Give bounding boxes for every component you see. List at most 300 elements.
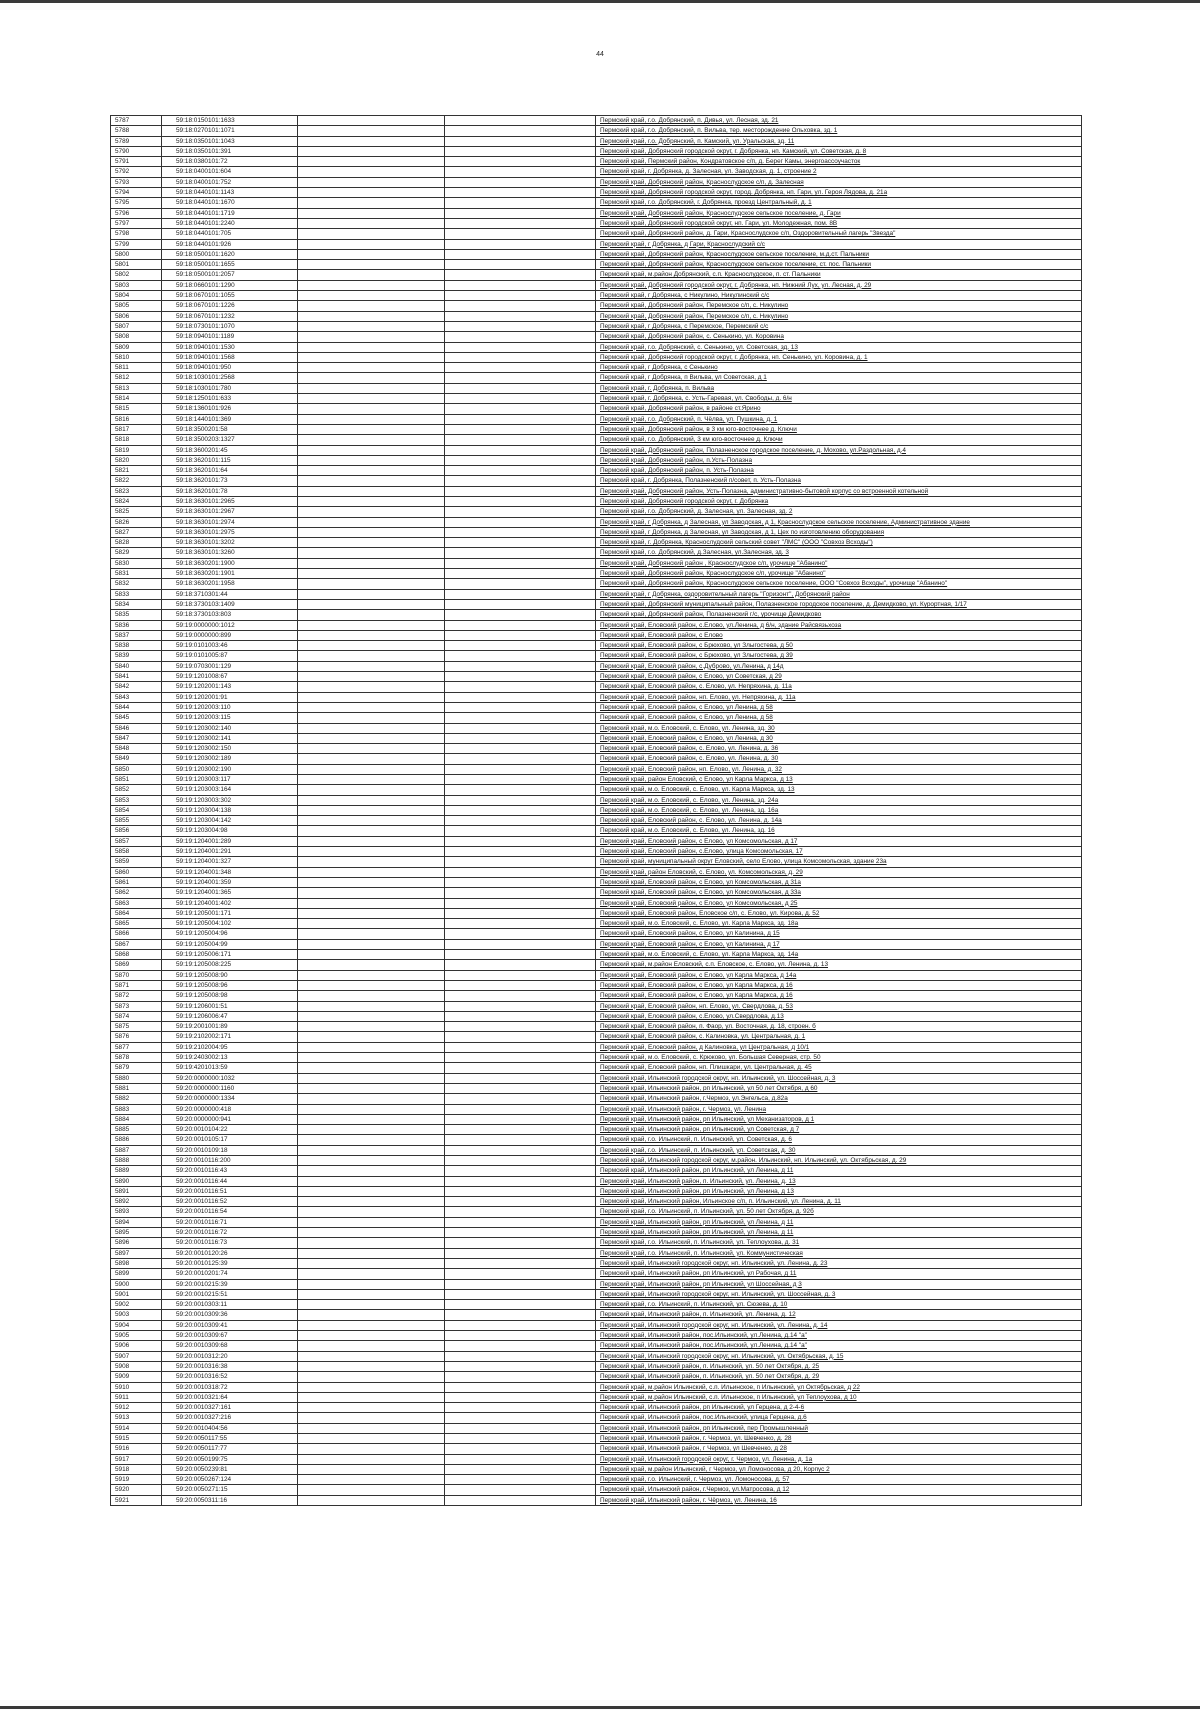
address-cell: Пермский край, Добрянский городской округ, город. Добрянка, нп. Гари, ул. Героя Лядова, д. 21а — [596, 188, 1082, 198]
table-row — [111, 1228, 1082, 1238]
table-row — [111, 363, 1082, 373]
address-cell: Пермский край, Ильинский район, пос.Ильинский, ул.Ленина, д.14 "а" — [596, 1331, 1082, 1341]
row-number-cell: 5921 — [111, 1495, 162, 1505]
empty-cell — [298, 1217, 445, 1227]
empty-cell — [298, 301, 445, 311]
cadastral-number-cell: 59:18:3630101:3260 — [162, 548, 298, 558]
cadastral-number-cell: 59:19:0000000:899 — [162, 630, 298, 640]
empty-cell — [445, 682, 596, 692]
row-number-cell: 5890 — [111, 1176, 162, 1186]
row-number-cell: 5883 — [111, 1104, 162, 1114]
table-row — [111, 1454, 1082, 1464]
empty-cell — [445, 538, 596, 548]
address-cell: Пермский край, Еловский район, Еловское с/п, с. Елово, ул. Кирова, д. 52 — [596, 908, 1082, 918]
empty-cell — [445, 394, 596, 404]
empty-cell — [298, 702, 445, 712]
row-number-cell: 5901 — [111, 1289, 162, 1299]
cadastral-number-cell: 59:19:4201013:59 — [162, 1063, 298, 1073]
address-cell: Пермский край, Еловский район, с. Елово, ул. Ленина, д. 30 — [596, 754, 1082, 764]
cadastral-number-cell: 59:19:1203002:140 — [162, 723, 298, 733]
empty-cell — [298, 291, 445, 301]
empty-cell — [298, 404, 445, 414]
empty-cell — [298, 610, 445, 620]
cadastral-number-cell: 59:19:1203004:142 — [162, 816, 298, 826]
page-number: 44 — [596, 51, 604, 58]
address-cell: Пермский край, Еловский район, с Елово, ул Карла Маркса, д 16 — [596, 980, 1082, 990]
table-row — [111, 1320, 1082, 1330]
empty-cell — [445, 1145, 596, 1155]
table-row — [111, 1238, 1082, 1248]
address-cell: Пермский край, г.о. Ильинский, г. Чермоз, ул. Ломоносова, д. 57 — [596, 1475, 1082, 1485]
empty-cell — [445, 1207, 596, 1217]
empty-cell — [298, 229, 445, 239]
address-cell: Пермский край, Ильинский городской округ, нп. Ильинский, ул. Октябрьская, д. 15 — [596, 1351, 1082, 1361]
row-number-cell: 5825 — [111, 507, 162, 517]
empty-cell — [445, 847, 596, 857]
address-cell: Пермский край, г Добрянка, д Гари, Краснослудский с/с — [596, 239, 1082, 249]
table-row — [111, 311, 1082, 321]
empty-cell — [445, 167, 596, 177]
row-number-cell: 5798 — [111, 229, 162, 239]
table-row — [111, 939, 1082, 949]
address-cell: Пермский край, Ильинский район, рп Ильинский, ул Рабочая, д 11 — [596, 1269, 1082, 1279]
table-row — [111, 1351, 1082, 1361]
address-cell: Пермский край, г Добрянка, с Никулино, Никулинский с/с — [596, 291, 1082, 301]
row-number-cell: 5904 — [111, 1320, 162, 1330]
row-number-cell: 5797 — [111, 218, 162, 228]
address-cell: Пермский край, Добрянский район, Краснослудское сельское поселение, д. Гари — [596, 208, 1082, 218]
empty-cell — [298, 1053, 445, 1063]
empty-cell — [445, 579, 596, 589]
address-cell: Пермский край, Еловский район, с Брюхово, ул Злыгостева, д 50 — [596, 641, 1082, 651]
row-number-cell: 5801 — [111, 260, 162, 270]
table-row — [111, 847, 1082, 857]
cadastral-number-cell: 59:18:1030101:2568 — [162, 373, 298, 383]
empty-cell — [298, 198, 445, 208]
table-row — [111, 1135, 1082, 1145]
empty-cell — [298, 939, 445, 949]
empty-cell — [445, 177, 596, 187]
address-cell: Пермский край, Ильинский городской округ, нп. Ильинский, ул. Ленина, д. 23 — [596, 1258, 1082, 1268]
table-row — [111, 723, 1082, 733]
table-row — [111, 352, 1082, 362]
empty-cell — [445, 569, 596, 579]
cadastral-number-cell: 59:18:3630201:1900 — [162, 558, 298, 568]
empty-cell — [298, 764, 445, 774]
address-cell: Пермский край, Ильинский район, п. Ильинский, ул. Ленина, д. 12 — [596, 1310, 1082, 1320]
table-row — [111, 373, 1082, 383]
cadastral-number-cell: 59:20:0010120:26 — [162, 1248, 298, 1258]
row-number-cell: 5842 — [111, 682, 162, 692]
row-number-cell: 5882 — [111, 1094, 162, 1104]
empty-cell — [445, 1434, 596, 1444]
table-row — [111, 1248, 1082, 1258]
cadastral-number-cell: 59:18:0500101:1655 — [162, 260, 298, 270]
row-number-cell: 5822 — [111, 476, 162, 486]
table-row — [111, 867, 1082, 877]
cadastral-number-cell: 59:20:0000000:941 — [162, 1114, 298, 1124]
table-row — [111, 775, 1082, 785]
cadastral-number-cell: 59:18:0400101:604 — [162, 167, 298, 177]
address-cell: Пермский край, г.о. Ильинский, п. Ильинский, ул. Советская, д. 30 — [596, 1145, 1082, 1155]
empty-cell — [445, 960, 596, 970]
address-cell: Пермский край, Ильинский район, пос.Ильинский, ул.Ленина, д.14 "а" — [596, 1341, 1082, 1351]
cadastral-number-cell: 59:18:0380101:72 — [162, 157, 298, 167]
table-row — [111, 517, 1082, 527]
cadastral-number-cell: 59:18:3630101:2967 — [162, 507, 298, 517]
empty-cell — [298, 476, 445, 486]
address-cell: Пермский край, Добрянский городской округ, г. Добрянка, нп. Нижний Лух, ул. Лесная, д. 29 — [596, 280, 1082, 290]
empty-cell — [445, 775, 596, 785]
empty-cell — [445, 610, 596, 620]
cadastral-number-cell: 59:20:0010327:161 — [162, 1403, 298, 1413]
empty-cell — [445, 1228, 596, 1238]
table-row — [111, 1361, 1082, 1371]
address-cell: Пермский край, Еловский район, с. Елово, ул. Ленина, д. 36 — [596, 744, 1082, 754]
empty-cell — [445, 270, 596, 280]
row-number-cell: 5856 — [111, 826, 162, 836]
cadastral-number-cell: 59:19:1205001:171 — [162, 908, 298, 918]
empty-cell — [298, 455, 445, 465]
cadastral-number-cell: 59:18:3630201:1901 — [162, 569, 298, 579]
table-row — [111, 1104, 1082, 1114]
table-row — [111, 383, 1082, 393]
row-number-cell: 5869 — [111, 960, 162, 970]
cadastral-number-cell: 59:19:1203003:117 — [162, 775, 298, 785]
empty-cell — [298, 682, 445, 692]
table-row — [111, 1022, 1082, 1032]
cadastral-number-cell: 59:20:0010321:64 — [162, 1392, 298, 1402]
cadastral-number-cell: 59:20:0010116:44 — [162, 1176, 298, 1186]
cadastral-number-cell: 59:19:1203002:189 — [162, 754, 298, 764]
empty-cell — [445, 908, 596, 918]
empty-cell — [445, 1403, 596, 1413]
address-cell: Пермский край, Добрянский район, п.Усть-Полазна — [596, 455, 1082, 465]
cadastral-number-cell: 59:20:0050239:81 — [162, 1464, 298, 1474]
empty-cell — [445, 1341, 596, 1351]
empty-cell — [445, 661, 596, 671]
table-row — [111, 589, 1082, 599]
empty-cell — [298, 826, 445, 836]
table-row — [111, 1207, 1082, 1217]
empty-cell — [298, 1073, 445, 1083]
cadastral-number-cell: 59:18:1030101:780 — [162, 383, 298, 393]
cadastral-number-cell: 59:18:0440101:926 — [162, 239, 298, 249]
row-number-cell: 5821 — [111, 466, 162, 476]
empty-cell — [445, 1454, 596, 1464]
cadastral-number-cell: 59:20:0010201:74 — [162, 1269, 298, 1279]
empty-cell — [445, 805, 596, 815]
table-row — [111, 764, 1082, 774]
cadastral-number-cell: 59:20:0050117:77 — [162, 1444, 298, 1454]
cadastral-number-cell: 59:20:0010309:41 — [162, 1320, 298, 1330]
cadastral-number-cell: 59:18:0940101:1189 — [162, 332, 298, 342]
cadastral-number-cell: 59:20:0050199:75 — [162, 1454, 298, 1464]
empty-cell — [445, 548, 596, 558]
cadastral-number-cell: 59:19:0101003:46 — [162, 641, 298, 651]
address-cell: Пермский край, Еловский район, нп. Плишкари, ул. Центральная, д. 45 — [596, 1063, 1082, 1073]
empty-cell — [298, 1289, 445, 1299]
empty-cell — [445, 507, 596, 517]
cadastral-number-cell: 59:19:1205008:96 — [162, 980, 298, 990]
empty-cell — [298, 1125, 445, 1135]
row-number-cell: 5806 — [111, 311, 162, 321]
address-cell: Пермский край, Добрянский городской округ, г. Добрянка, нп. Камский, ул. Советская, д. 8 — [596, 146, 1082, 156]
cadastral-number-cell: 59:19:1204001:402 — [162, 898, 298, 908]
table-row — [111, 672, 1082, 682]
table-row — [111, 1495, 1082, 1505]
row-number-cell: 5855 — [111, 816, 162, 826]
empty-cell — [298, 363, 445, 373]
address-cell: Пермский край, г.о. Добрянский, г. Добрянка, проезд Центральный, д. 1 — [596, 198, 1082, 208]
address-cell: Пермский край, г.о. Ильинский, п. Ильинский, ул. 50 лет Октября, д. 92б — [596, 1207, 1082, 1217]
cadastral-number-cell: 59:20:0010404:56 — [162, 1423, 298, 1433]
row-number-cell: 5897 — [111, 1248, 162, 1258]
empty-cell — [298, 1351, 445, 1361]
empty-cell — [298, 692, 445, 702]
table-row — [111, 260, 1082, 270]
empty-cell — [445, 785, 596, 795]
cadastral-number-cell: 59:19:1203002:190 — [162, 764, 298, 774]
address-cell: Пермский край, Еловский район, д Калиновка, ул Центральная, д 10/1 — [596, 1042, 1082, 1052]
empty-cell — [445, 1073, 596, 1083]
table-row — [111, 188, 1082, 198]
cadastral-number-cell: 59:18:3620101:115 — [162, 455, 298, 465]
cadastral-number-cell: 59:19:1205004:102 — [162, 919, 298, 929]
address-cell: Пермский край, г Добрянка, с Перемское, Перемский с/с — [596, 321, 1082, 331]
empty-cell — [298, 1372, 445, 1382]
empty-cell — [445, 249, 596, 259]
row-number-cell: 5905 — [111, 1331, 162, 1341]
table-row — [111, 1423, 1082, 1433]
cadastral-number-cell: 59:18:0670101:1055 — [162, 291, 298, 301]
cadastral-number-cell: 59:18:0440101:705 — [162, 229, 298, 239]
empty-cell — [298, 342, 445, 352]
table-row — [111, 816, 1082, 826]
empty-cell — [445, 435, 596, 445]
address-cell: Пермский край, Ильинский район, г.Чермоз, ул.Энгельса, д.82а — [596, 1094, 1082, 1104]
cadastral-number-cell: 59:19:1206006:47 — [162, 1011, 298, 1021]
address-cell: Пермский край, г. Добрянка, Краснослудский сельский совет "ЛМС" (ООО "Совхоз Всходы") — [596, 538, 1082, 548]
address-cell: Пермский край, Ильинский район, рп Ильинский, ул Ленина, д 11 — [596, 1166, 1082, 1176]
address-cell: Пермский край, г.о. Добрянский, п. Вильва, тер. месторождение Ольховка, зд. 1 — [596, 126, 1082, 136]
row-number-cell: 5912 — [111, 1403, 162, 1413]
row-number-cell: 5887 — [111, 1145, 162, 1155]
empty-cell — [298, 1331, 445, 1341]
row-number-cell: 5795 — [111, 198, 162, 208]
empty-cell — [298, 641, 445, 651]
cadastral-number-cell: 59:20:0000000:1032 — [162, 1073, 298, 1083]
empty-cell — [445, 486, 596, 496]
empty-cell — [445, 733, 596, 743]
row-number-cell: 5860 — [111, 867, 162, 877]
empty-cell — [445, 929, 596, 939]
register-table — [110, 115, 1082, 1506]
cadastral-number-cell: 59:19:1203002:150 — [162, 744, 298, 754]
empty-cell — [445, 898, 596, 908]
row-number-cell: 5885 — [111, 1125, 162, 1135]
row-number-cell: 5813 — [111, 383, 162, 393]
empty-cell — [445, 991, 596, 1001]
address-cell: Пермский край, г.о. Ильинский, п. Ильинский, ул. Сюзева, д. 10 — [596, 1300, 1082, 1310]
row-number-cell: 5833 — [111, 589, 162, 599]
cadastral-number-cell: 59:19:1203002:141 — [162, 733, 298, 743]
empty-cell — [445, 816, 596, 826]
table-row — [111, 1258, 1082, 1268]
cadastral-number-cell: 59:18:1250101:633 — [162, 394, 298, 404]
empty-cell — [445, 1258, 596, 1268]
empty-cell — [445, 527, 596, 537]
address-cell: Пермский край, Добрянский городской округ, нп. Гари, ул. Молодежная, пом. 8В — [596, 218, 1082, 228]
cadastral-number-cell: 59:20:0010309:36 — [162, 1310, 298, 1320]
empty-cell — [298, 332, 445, 342]
row-number-cell: 5830 — [111, 558, 162, 568]
row-number-cell: 5863 — [111, 898, 162, 908]
address-cell: Пермский край, Ильинский район, рп Ильинский, ул 50 лет Октября, д 60 — [596, 1083, 1082, 1093]
empty-cell — [298, 496, 445, 506]
empty-cell — [298, 249, 445, 259]
row-number-cell: 5799 — [111, 239, 162, 249]
empty-cell — [298, 146, 445, 156]
empty-cell — [298, 1361, 445, 1371]
table-row — [111, 785, 1082, 795]
address-cell: Пермский край, Ильинский район, рп Ильинский, ул Ленина, д 11 — [596, 1228, 1082, 1238]
empty-cell — [298, 1094, 445, 1104]
row-number-cell: 5844 — [111, 702, 162, 712]
address-cell: Пермский край, Ильинский район, рп Ильинский, ул Ленина, д 11 — [596, 1217, 1082, 1227]
row-number-cell: 5920 — [111, 1485, 162, 1495]
table-row — [111, 394, 1082, 404]
empty-cell — [298, 1310, 445, 1320]
row-number-cell: 5858 — [111, 847, 162, 857]
empty-cell — [445, 651, 596, 661]
table-row — [111, 1053, 1082, 1063]
empty-cell — [298, 1320, 445, 1330]
table-row — [111, 1331, 1082, 1341]
row-number-cell: 5816 — [111, 414, 162, 424]
empty-cell — [298, 1485, 445, 1495]
empty-cell — [445, 744, 596, 754]
table-row — [111, 970, 1082, 980]
empty-cell — [298, 188, 445, 198]
table-row — [111, 1094, 1082, 1104]
cadastral-number-cell: 59:19:1203003:302 — [162, 795, 298, 805]
empty-cell — [298, 1207, 445, 1217]
scan-edge-top — [0, 0, 1200, 3]
empty-cell — [298, 1300, 445, 1310]
cadastral-number-cell: 59:20:0010309:67 — [162, 1331, 298, 1341]
cadastral-number-cell: 59:19:1202003:115 — [162, 713, 298, 723]
row-number-cell: 5802 — [111, 270, 162, 280]
row-number-cell: 5916 — [111, 1444, 162, 1454]
empty-cell — [445, 1197, 596, 1207]
address-cell: Пермский край, Добрянский район, Краснослудское сельское поселение, м.д.ст. Пальники — [596, 249, 1082, 259]
row-number-cell: 5895 — [111, 1228, 162, 1238]
table-row — [111, 496, 1082, 506]
empty-cell — [445, 136, 596, 146]
empty-cell — [445, 723, 596, 733]
row-number-cell: 5803 — [111, 280, 162, 290]
address-cell: Пермский край, г. Добрянка, Полазненский п/совет, п. Усть-Полазна — [596, 476, 1082, 486]
empty-cell — [445, 630, 596, 640]
empty-cell — [298, 785, 445, 795]
empty-cell — [445, 116, 596, 126]
address-cell: Пермский край, муниципальный округ Еловский, село Елово, улица Комсомольская, здание 23а — [596, 857, 1082, 867]
table-row — [111, 218, 1082, 228]
empty-cell — [298, 167, 445, 177]
table-row — [111, 1186, 1082, 1196]
empty-cell — [298, 867, 445, 877]
empty-cell — [445, 301, 596, 311]
row-number-cell: 5859 — [111, 857, 162, 867]
empty-cell — [445, 363, 596, 373]
address-cell: Пермский край, м.район Ильинский, г Чермоз, ул Ломоносова, д 20, Корпус 2 — [596, 1464, 1082, 1474]
row-number-cell: 5886 — [111, 1135, 162, 1145]
table-row — [111, 950, 1082, 960]
address-cell: Пермский край, Добрянский городской округ, г. Добрянка — [596, 496, 1082, 506]
table-row — [111, 507, 1082, 517]
table-row — [111, 1413, 1082, 1423]
empty-cell — [445, 311, 596, 321]
empty-cell — [298, 950, 445, 960]
empty-cell — [298, 352, 445, 362]
empty-cell — [445, 1042, 596, 1052]
row-number-cell: 5875 — [111, 1022, 162, 1032]
table-row — [111, 805, 1082, 815]
table-row — [111, 486, 1082, 496]
table-row — [111, 280, 1082, 290]
empty-cell — [445, 455, 596, 465]
cadastral-number-cell: 59:20:0050311:16 — [162, 1495, 298, 1505]
empty-cell — [445, 857, 596, 867]
empty-cell — [298, 1011, 445, 1021]
cadastral-number-cell: 59:19:1204001:359 — [162, 877, 298, 887]
empty-cell — [445, 517, 596, 527]
address-cell: Пермский край, г. Добрянка, с. Усть-Гаревая, ул. Свободы, д. 6/н — [596, 394, 1082, 404]
cadastral-number-cell: 59:18:0150101:1633 — [162, 116, 298, 126]
empty-cell — [445, 1176, 596, 1186]
address-cell: Пермский край, Добрянский район, Перемское с/п, с. Никулино — [596, 311, 1082, 321]
row-number-cell: 5868 — [111, 950, 162, 960]
cadastral-number-cell: 59:18:3630101:2965 — [162, 496, 298, 506]
empty-cell — [298, 1135, 445, 1145]
row-number-cell: 5913 — [111, 1413, 162, 1423]
empty-cell — [298, 672, 445, 682]
empty-cell — [445, 867, 596, 877]
empty-cell — [298, 1155, 445, 1165]
address-cell: Пермский край, Еловский район, с Елово, ул Ленина, д 58 — [596, 713, 1082, 723]
address-cell: Пермский край, Еловский район, п. Фаор, ул. Восточная, д. 18, строен. б — [596, 1022, 1082, 1032]
address-cell: Пермский край, Еловский район, с.Елово, ул.Свердлова, д.13 — [596, 1011, 1082, 1021]
row-number-cell: 5880 — [111, 1073, 162, 1083]
table-row — [111, 167, 1082, 177]
empty-cell — [298, 1032, 445, 1042]
empty-cell — [298, 929, 445, 939]
table-row — [111, 1475, 1082, 1485]
table-row — [111, 980, 1082, 990]
cadastral-number-cell: 59:19:1205006:171 — [162, 950, 298, 960]
row-number-cell: 5817 — [111, 424, 162, 434]
row-number-cell: 5866 — [111, 929, 162, 939]
row-number-cell: 5919 — [111, 1475, 162, 1485]
cadastral-number-cell: 59:18:3730103:803 — [162, 610, 298, 620]
empty-cell — [298, 1248, 445, 1258]
empty-cell — [298, 1104, 445, 1114]
table-row — [111, 733, 1082, 743]
table-row — [111, 795, 1082, 805]
cadastral-number-cell: 59:19:1205008:225 — [162, 960, 298, 970]
empty-cell — [298, 177, 445, 187]
